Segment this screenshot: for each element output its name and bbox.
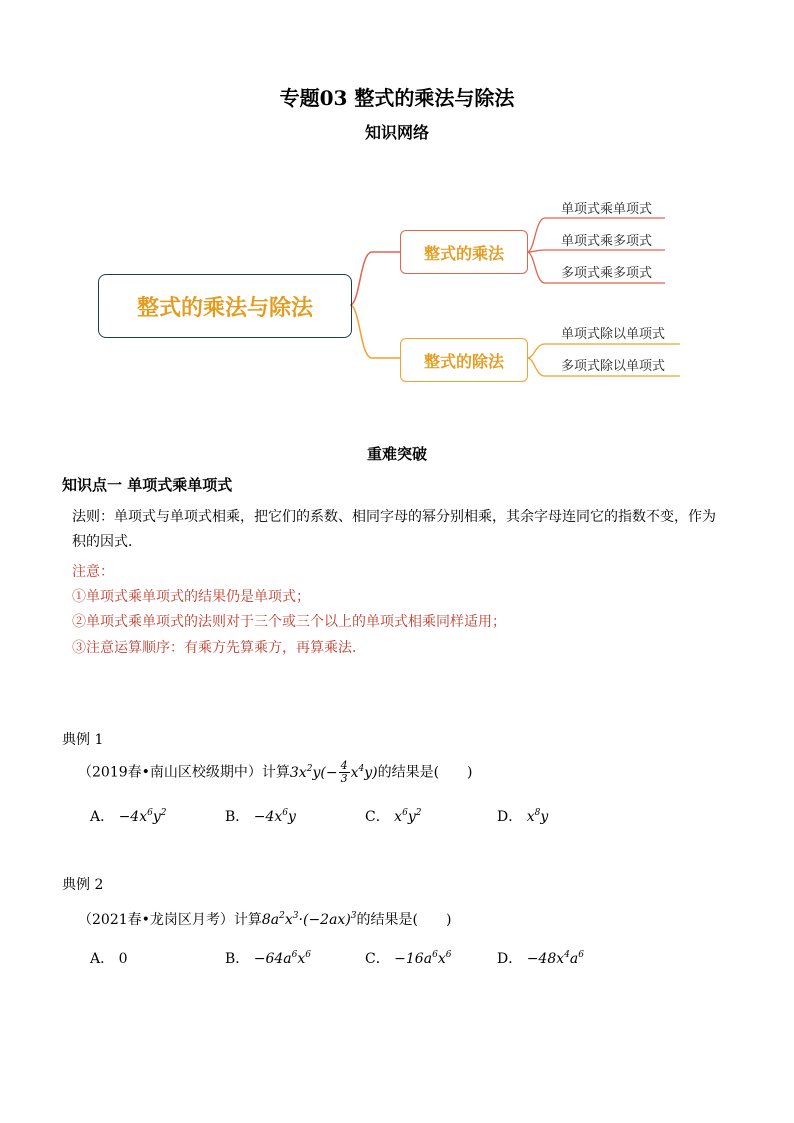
example-label: 典例 2 bbox=[62, 877, 104, 893]
note-item: ③注意运算顺序：有乘方先算乘方，再算乘法． bbox=[72, 640, 366, 656]
mindmap-leaf: 单项式除以单项式 bbox=[561, 327, 666, 342]
note-item: ②单项式乘单项式的法则对于三个或三个以上的单项式相乘同样适用； bbox=[72, 614, 506, 630]
choice-c[interactable]: C． $-16a^6x^6$ bbox=[365, 950, 452, 967]
mindmap-leaf: 多项式除以单项式 bbox=[561, 359, 666, 374]
mindmap-root: 整式的乘法与除法 bbox=[98, 274, 352, 338]
problem-suffix: 的结果是( ) bbox=[377, 764, 473, 781]
problem-suffix: 的结果是( ) bbox=[356, 912, 452, 928]
section-heading: 重难突破 bbox=[366, 445, 427, 463]
rule-text bbox=[72, 505, 742, 555]
choice-a[interactable]: A． $-4x^6y^2$ bbox=[90, 808, 167, 825]
page-subtitle: 知识网络 bbox=[364, 123, 429, 142]
knowledge-point-title: 知识点一 单项式乘单项式 bbox=[62, 476, 233, 494]
rule-line: 法则：单项式与单项式相乘，把它们的系数、相同字母的幂分别相乘，其余字母连同它的指数不变，作为 bbox=[72, 509, 716, 525]
choice-d[interactable]: D． $x^8y$ bbox=[497, 808, 549, 825]
example-problem bbox=[78, 909, 451, 929]
choice-d[interactable]: D． $-48x^4a^6$ bbox=[497, 950, 584, 967]
mindmap-branch-division: 整式的除法 bbox=[400, 338, 528, 382]
problem-prefix: （2019春•南山区校级期中）计算 bbox=[78, 764, 290, 781]
choice-a[interactable]: A． 0 bbox=[90, 951, 128, 967]
choice-b[interactable]: B． $-4x^6y$ bbox=[225, 808, 296, 825]
choice-c[interactable]: C． $x^6y^2$ bbox=[365, 808, 422, 825]
example-label: 典例 1 bbox=[62, 732, 104, 748]
mindmap-connectors bbox=[0, 0, 794, 420]
mindmap-leaf: 单项式乘多项式 bbox=[561, 234, 653, 249]
note-label: 注意： bbox=[72, 564, 114, 580]
mindmap-leaf: 单项式乘单项式 bbox=[561, 202, 653, 217]
fraction: $\frac{4}{3}$ bbox=[340, 759, 348, 785]
mindmap-leaf: 多项式乘多项式 bbox=[561, 266, 653, 281]
page-title: 专题03 整式的乘法与除法 bbox=[279, 86, 515, 110]
math-expr: $3x^2y(-$ $\frac{4}{3}$ $x^4y$) bbox=[289, 759, 378, 785]
example-problem bbox=[78, 760, 473, 785]
mindmap-branch-multiplication: 整式的乘法 bbox=[400, 230, 528, 274]
note-item: ①单项式乘单项式的结果仍是单项式； bbox=[72, 589, 310, 605]
math-expr: $8a^2x^3\cdot(-2ax)^3$ bbox=[261, 911, 357, 928]
rule-line: 积的因式． bbox=[72, 534, 142, 550]
choice-b[interactable]: B． $-64a^6x^6$ bbox=[225, 950, 312, 967]
problem-prefix: （2021春•龙岗区月考）计算 bbox=[78, 912, 262, 928]
